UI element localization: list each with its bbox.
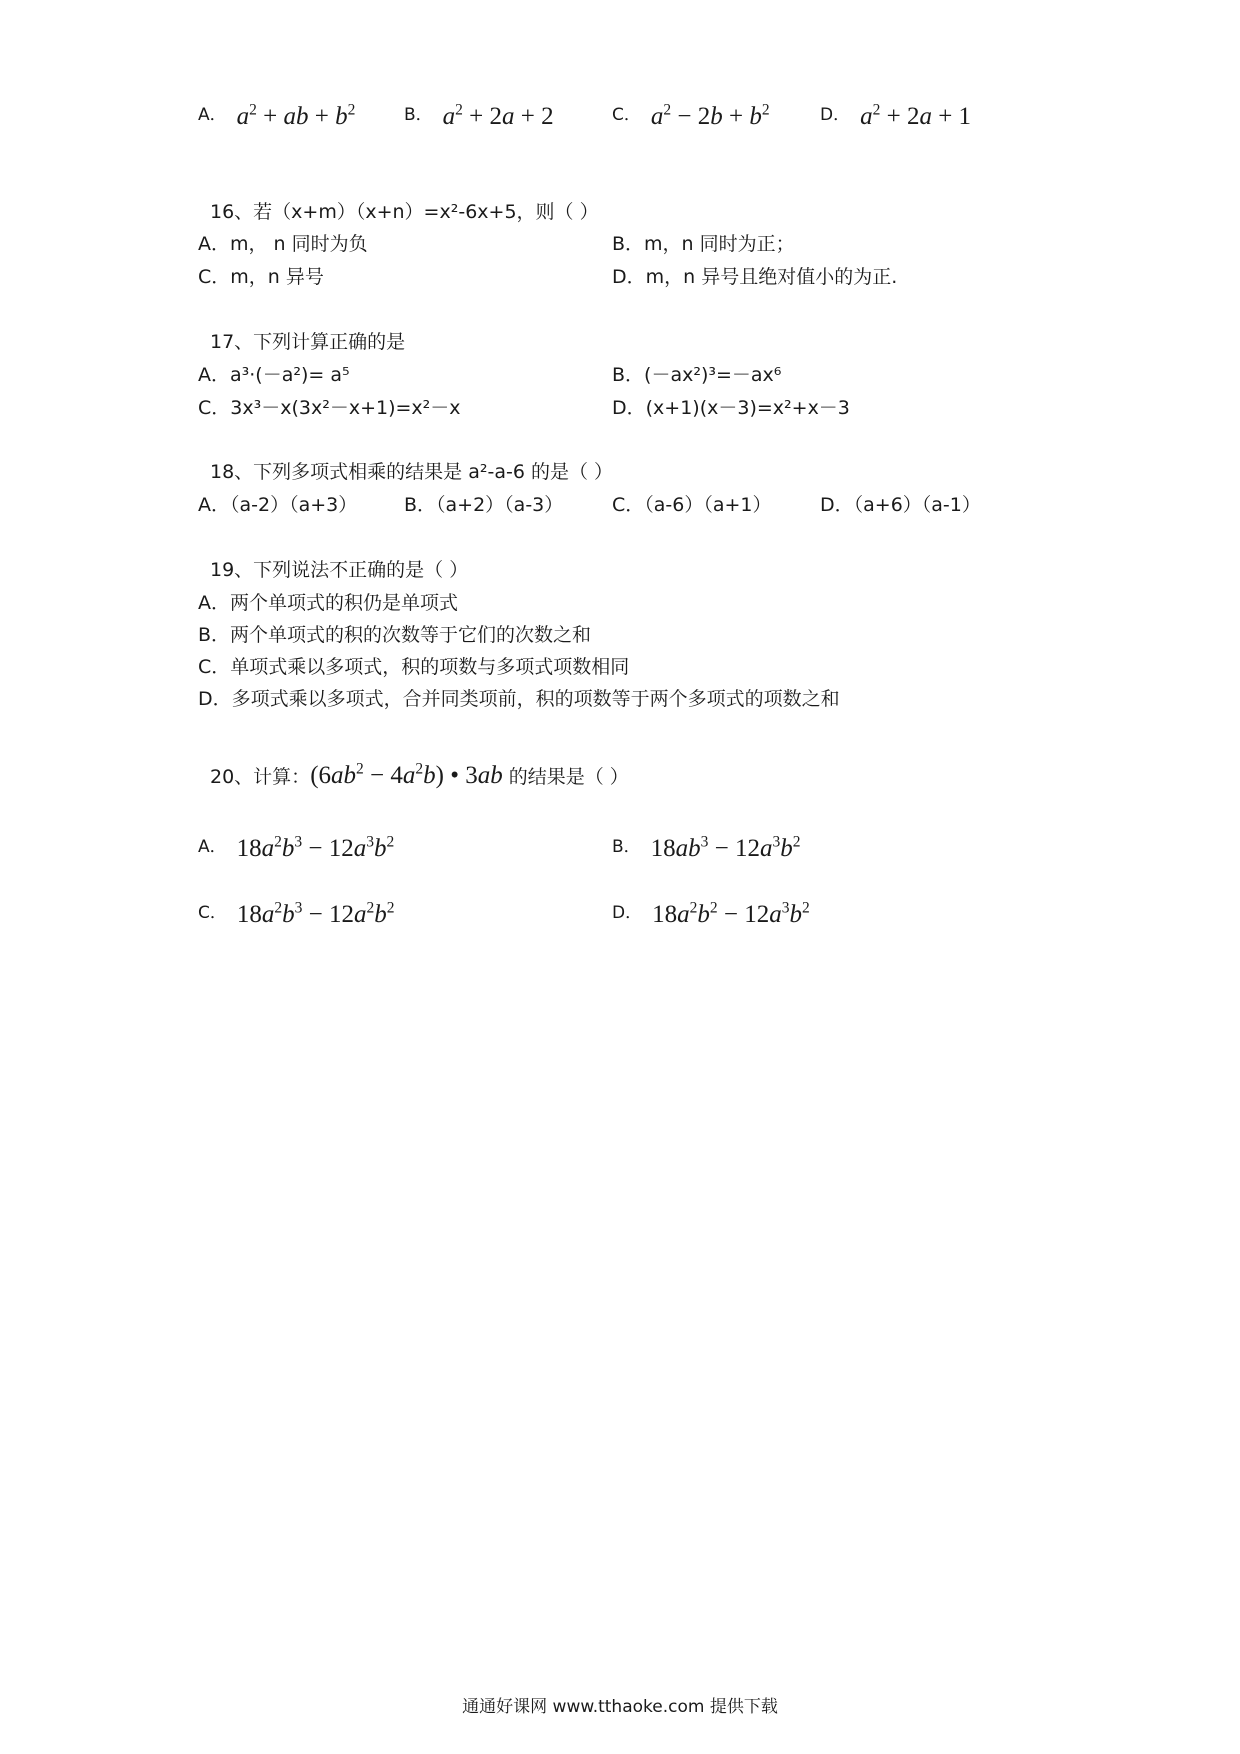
q16-option-a: A．m， n 同时为负: [198, 233, 368, 255]
q20-option-a: [198, 832, 394, 863]
q15-option-b: [404, 100, 554, 131]
q20-option-c: [198, 898, 394, 929]
q19-option-c: C．单项式乘以多项式，积的项数与多项式项数相同: [198, 656, 630, 678]
q17-stem: 17、下列计算正确的是: [210, 331, 406, 353]
q18-option-b: B．（a+2）（a-3）: [404, 494, 564, 516]
q15-option-a: [198, 100, 355, 131]
math-expression: $18a^2b^3 - 12a^3b^2$: [236, 833, 395, 862]
q16-option-b: B．m，n 同时为正；: [612, 233, 795, 255]
math-expression: $a^2 - 2b + b^2$: [650, 101, 770, 130]
option-label: C．: [198, 903, 227, 923]
q19-option-d: D．多项式乘以多项式，合并同类项前，积的项数等于两个多项式的项数之和: [198, 688, 840, 710]
q20-expression: $(6ab^2 - 4a^2b)$ • 3ab: [310, 760, 503, 789]
q19-stem: 19、下列说法不正确的是（ ）: [210, 559, 469, 581]
q17-option-c: C．3x³－x(3x²－x+1)=x²－x: [198, 397, 461, 419]
math-expression: $18a^2b^2 - 12a^3b^2$: [652, 899, 810, 928]
page-footer: 通通好课网 www.tthaoke.com 提供下载: [462, 1697, 778, 1717]
q18-stem: 18、下列多项式相乘的结果是 a²-a-6 的是（ ）: [210, 461, 613, 483]
q17-option-a: A．a³·(－a²)= a⁵: [198, 364, 350, 386]
math-expression: $a^2 + 2a + 1$: [860, 101, 972, 130]
option-label: D．: [820, 105, 851, 125]
math-expression: $18a^2b^3 - 12a^2b^2$: [236, 899, 395, 928]
q20-stem-suffix: 的结果是（ ）: [508, 766, 629, 788]
q19-option-b: B．两个单项式的积的次数等于它们的次数之和: [198, 624, 592, 646]
q20-stem: [210, 762, 629, 790]
q16-option-d: D．m，n 异号且绝对值小的为正.: [612, 266, 898, 288]
q20-option-b: [612, 832, 801, 863]
q15-option-d: [820, 100, 971, 131]
option-label: C．: [612, 105, 641, 125]
q18-option-c: C．（a-6）（a+1）: [612, 494, 772, 516]
q16-option-c: C．m，n 异号: [198, 266, 324, 288]
q19-option-a: A．两个单项式的积仍是单项式: [198, 592, 458, 614]
q18-option-a: A．（a-2）（a+3）: [198, 494, 358, 516]
q17-option-b: B．(－ax²)³=－ax⁶: [612, 364, 782, 386]
q20-option-d: [612, 898, 810, 929]
q17-option-d: D．(x+1)(x－3)=x²+x－3: [612, 397, 850, 419]
option-label: D．: [612, 903, 643, 923]
math-expression: $18ab^3 - 12a^3b^2$: [650, 833, 801, 862]
q20-stem-prefix: 20、计算：: [210, 766, 311, 788]
option-label: A．: [198, 105, 227, 125]
option-label: B．: [612, 837, 641, 857]
math-expression: $a^2$ + ab + $b^2$: [236, 101, 356, 130]
q15-option-c: [612, 100, 770, 131]
q16-stem: 16、若（x+m）（x+n）=x²-6x+5，则（ ）: [210, 201, 599, 223]
math-expression: $a^2 + 2a + 2$: [442, 101, 554, 130]
q18-option-d: D．（a+6）（a-1）: [820, 494, 981, 516]
option-label: A．: [198, 837, 227, 857]
option-label: B．: [404, 105, 433, 125]
